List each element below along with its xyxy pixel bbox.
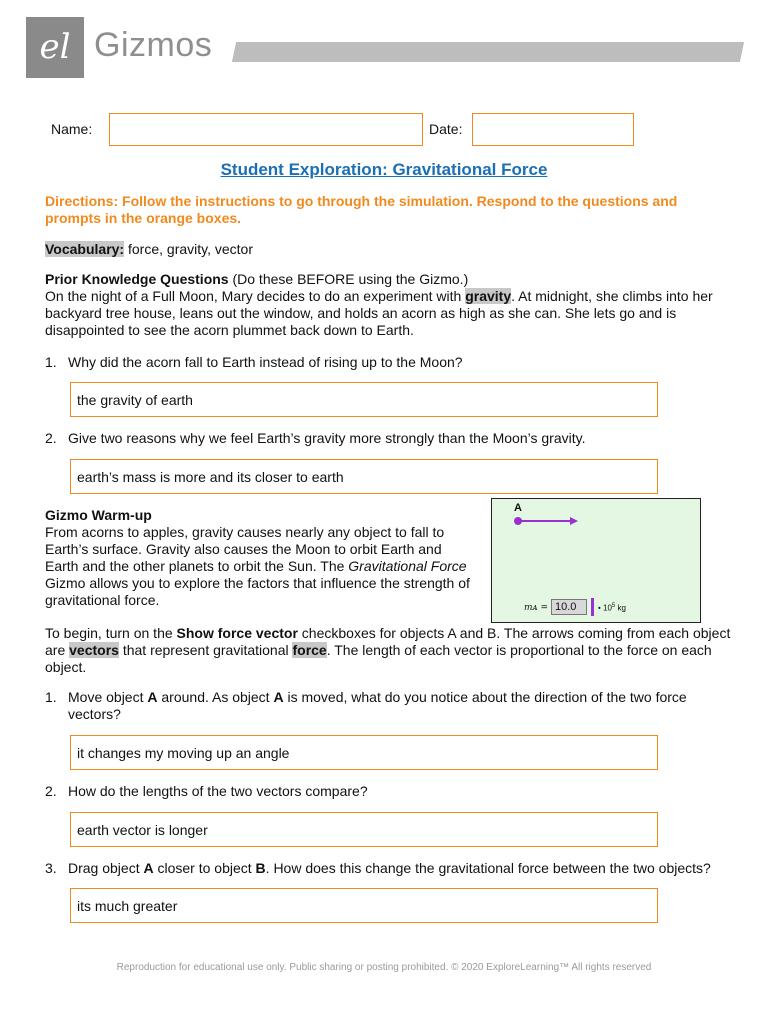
prior-question-2 — [45, 430, 725, 448]
question-text: Drag object A closer to object B. How does this change the gravitational force between the two objects? — [68, 860, 711, 876]
mass-label: mᴀ = — [524, 603, 549, 613]
directions-text: Directions: Follow the instructions to go through the simulation. Respond to the questions and prompts in the orange boxes. — [45, 193, 678, 226]
name-field[interactable] — [109, 113, 423, 146]
answer-box-prior-2[interactable]: earth’s mass is more and its closer to earth — [70, 459, 658, 494]
prior-knowledge-note: (Do these BEFORE using the Gizmo.) — [228, 271, 469, 287]
warmup-heading: Gizmo Warm-up — [45, 507, 152, 523]
prior-text-1: On the night of a Full Moon, Mary decides to do an experiment with — [45, 288, 466, 304]
question-number: 1. — [45, 354, 57, 370]
answer-box-warmup-3[interactable]: its much greater — [70, 888, 658, 923]
question-number: 3. — [45, 860, 57, 876]
begin-paragraph — [45, 625, 735, 676]
gravity-highlight: gravity — [465, 288, 512, 304]
question-text: Move object A around. As object A is moved, what do you notice about the direction of the two force vectors? — [68, 689, 687, 722]
vectors-highlight: vectors — [69, 642, 119, 658]
warmup-text-1: From acorns to apples, gravity causes nearly any object to fall to Earth’s surface. Gravity also causes the Moon to orbit Earth and Earth and the other planets to orbit the Sun. The — [45, 524, 445, 574]
explorelearning-logo: el — [26, 17, 84, 78]
date-label: Date: — [429, 121, 463, 137]
force-vector-arrow — [512, 514, 582, 528]
answer-box-prior-1[interactable]: the gravity of earth — [70, 382, 658, 417]
question-number: 2. — [45, 783, 57, 799]
unit-exponent: 5 — [611, 603, 616, 609]
unit-prefix: • 10 — [598, 603, 612, 613]
force-highlight: force — [292, 642, 327, 658]
date-field[interactable] — [472, 113, 634, 146]
begin-text-1: To begin, turn on the — [45, 625, 177, 641]
answer-box-warmup-1[interactable]: it changes my moving up an angle — [70, 735, 658, 770]
gizmo-name: Gravitational Force — [348, 558, 467, 574]
question-text: How do the lengths of the two vectors compare? — [68, 783, 368, 799]
object-a-label: A — [514, 502, 522, 514]
gizmo-simulation-image — [491, 498, 701, 623]
warmup-question-3 — [45, 860, 725, 878]
mass-unit — [598, 603, 626, 613]
prior-knowledge-section — [45, 271, 725, 339]
mass-slider-handle — [591, 598, 594, 616]
question-number: 1. — [45, 689, 57, 705]
header-band — [232, 42, 744, 62]
warmup-question-2 — [45, 783, 725, 801]
question-text: Why did the acorn fall to Earth instead of rising up to the Moon? — [68, 354, 463, 370]
unit-suffix: kg — [615, 603, 626, 613]
prior-question-1 — [45, 354, 725, 372]
warmup-text-2: Gizmo allows you to explore the factors that influence the strength of gravitational force. — [45, 575, 470, 608]
mass-input: 10.0 — [551, 599, 587, 615]
name-label: Name: — [51, 121, 93, 137]
prior-knowledge-heading: Prior Knowledge Questions — [45, 271, 229, 287]
question-number: 2. — [45, 430, 57, 446]
question-text: Give two reasons why we feel Earth’s gravity more strongly than the Moon’s gravity. — [68, 430, 586, 446]
show-force-vector-text: Show force vector — [176, 625, 298, 641]
vocabulary-line — [45, 241, 725, 258]
begin-text-2: checkboxes for objects A and B. The arrows coming from each object are — [45, 625, 731, 658]
brand-name: Gizmos — [94, 26, 213, 64]
prior-text-2: . At midnight, she climbs into her backyard tree house, leans out the window, and holds an acorn as high as she can. She lets go and is disappointed to see the acorn plummet back down to Earth. — [45, 288, 713, 338]
begin-text-3: that represent gravitational — [118, 642, 293, 658]
page-title: Student Exploration: Gravitational Force — [220, 160, 548, 179]
vocabulary-terms: force, gravity, vector — [124, 241, 254, 257]
begin-text-4: . The length of each vector is proportional to the force on each object. — [45, 642, 712, 675]
warmup-section — [45, 507, 477, 609]
warmup-question-1 — [45, 689, 725, 725]
vocabulary-label: Vocabulary: — [45, 241, 125, 257]
answer-box-warmup-2[interactable]: earth vector is longer — [70, 812, 658, 847]
copyright-footer: Reproduction for educational use only. Public sharing or posting prohibited. © 2020 ExploreLearning™ All rights reserved — [116, 962, 652, 973]
